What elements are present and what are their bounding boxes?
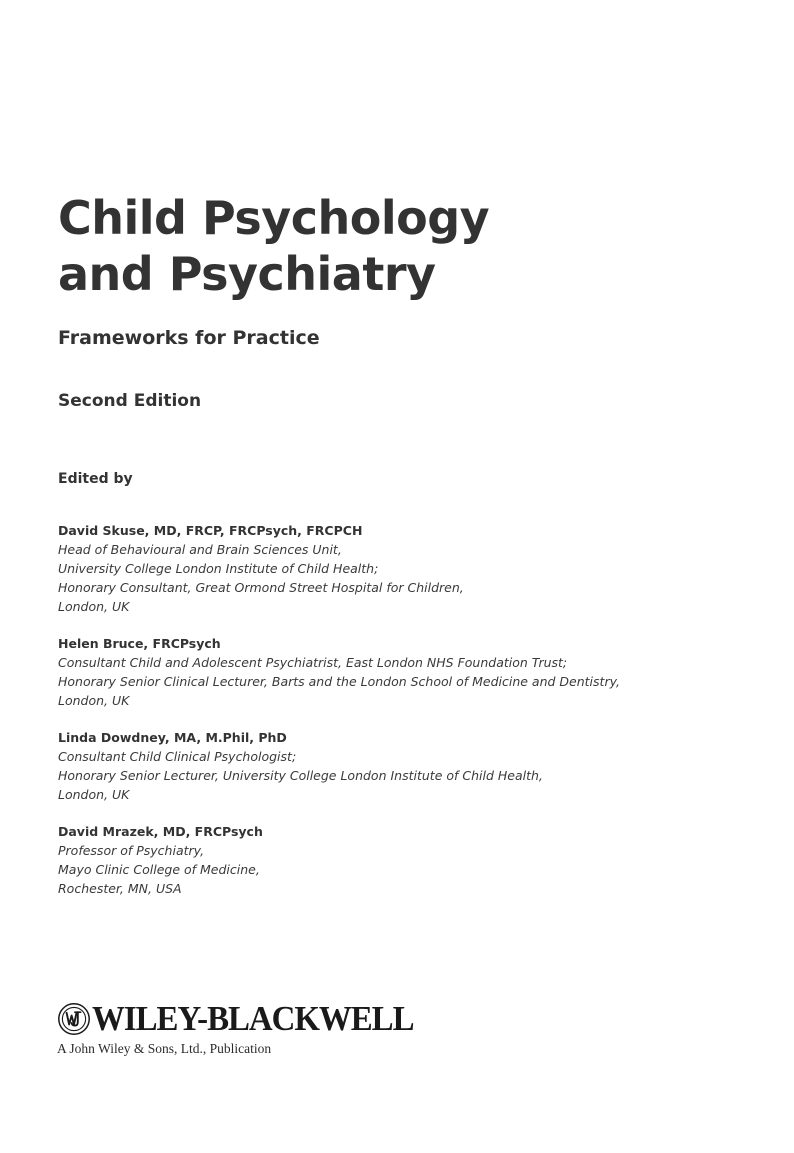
editor-entry [58,728,758,804]
editor-entry [58,822,758,898]
editor-affiliation-line: Mayo Clinic College of Medicine, [58,862,260,877]
editor-name: David Mrazek, MD, FRCPsych [58,824,263,839]
editor-affiliation-line: Rochester, MN, USA [58,881,182,896]
editor-affiliation-line: Consultant Child Clinical Psychologist; [58,749,297,764]
editor-entry [58,521,758,616]
editor-name: Helen Bruce, FRCPsych [58,636,221,651]
editor-name: Linda Dowdney, MA, M.Phil, PhD [58,730,287,745]
editor-affiliation-line: University College London Institute of Child Health; [58,561,379,576]
page-title [58,190,738,302]
book-title-line-1: Child Psychology [58,191,490,245]
editor-entry [58,634,758,710]
edition-statement: Second Edition [58,391,202,411]
publisher-tagline: A John Wiley & Sons, Ltd., Publication [57,1041,272,1056]
editor-affiliation-line: Honorary Senior Clinical Lecturer, Barts and the London School of Medicine and Dentistry, [58,674,620,689]
editor-list [58,521,758,898]
editor-affiliation-line: London, UK [58,693,130,708]
book-subtitle: Frameworks for Practice [58,327,320,349]
editor-affiliation-line: London, UK [58,787,130,802]
editor-name: David Skuse, MD, FRCP, FRCPsych, FRCPCH [58,523,363,538]
publisher-block [57,999,477,1058]
editor-affiliation-line: Head of Behavioural and Brain Sciences Unit, [58,542,342,557]
editor-affiliation-line: Professor of Psychiatry, [58,843,205,858]
editor-affiliation-line: Honorary Consultant, Great Ormond Street Hospital for Children, [58,580,464,595]
wiley-jw-monogram-icon [57,1002,91,1036]
editor-affiliation-line: London, UK [58,599,130,614]
publisher-wordmark: WILEY-BLACKWELL [92,999,414,1038]
publisher-logo [57,999,477,1038]
editor-affiliation-line: Consultant Child and Adolescent Psychiatrist, East London NHS Foundation Trust; [58,655,568,670]
book-title-line-2: and Psychiatry [58,247,436,301]
edited-by-label: Edited by [58,471,133,487]
editor-affiliation-line: Honorary Senior Lecturer, University College London Institute of Child Health, [58,768,543,783]
